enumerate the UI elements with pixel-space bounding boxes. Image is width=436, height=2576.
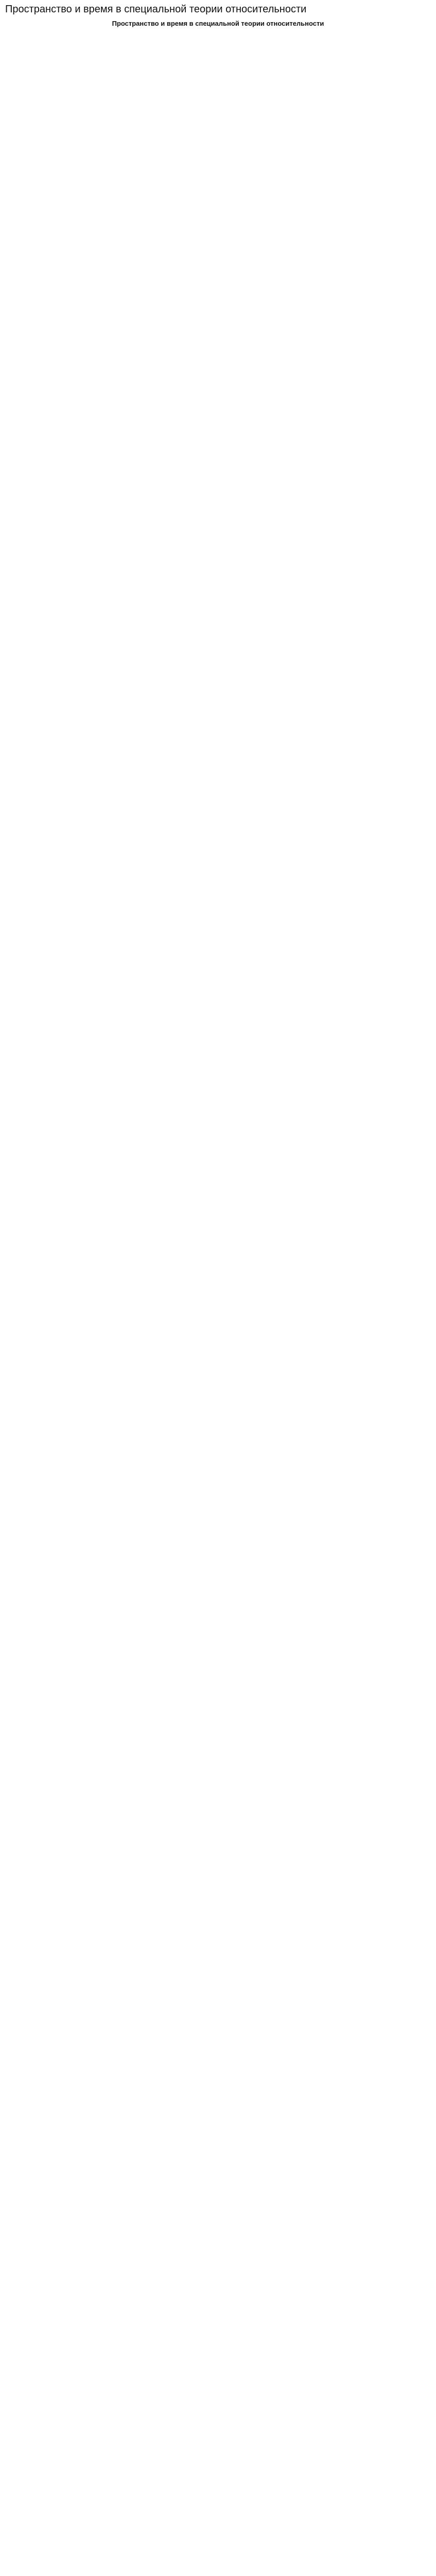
section-heading: Пространство и время в специальной теории относительности [112,20,324,27]
document-page [5,3,431,27]
page-title: Пространство и время в специальной теории относительности [5,4,307,15]
